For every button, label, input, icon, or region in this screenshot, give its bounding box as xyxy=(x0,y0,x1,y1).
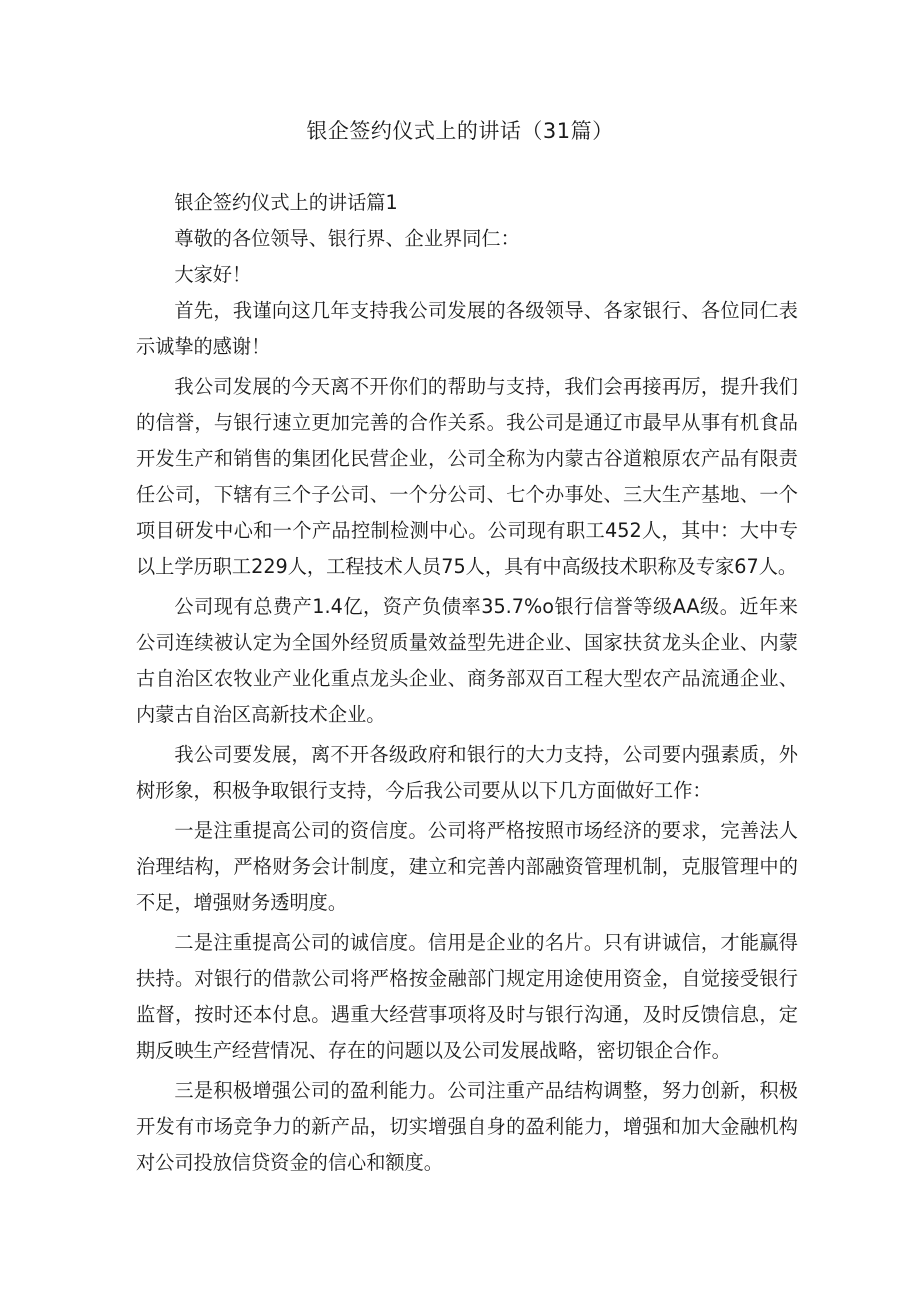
body-paragraph: 首先，我谨向这几年支持我公司发展的各级领导、各家银行、各位同仁表示诚挚的感谢！ xyxy=(136,299,798,358)
body-paragraph: 我公司发展的今天离不开你们的帮助与支持，我们会再接再厉，提升我们的信誉，与银行速立更加完善的合作关系。我公司是通辽市最早从事有机食品开发生产和销售的集团化民营企业，公司全称为内蒙古谷道粮原农产品有限责任公司，下辖有三个子公司、一个分公司、七个办事处、三大生产基地、一个项目研发中心和一个产品控制检测中心。公司现有职工452人，其中：大中专以上学历职工229人，工程技术人员75人，具有中高级技术职称及专家67人。 xyxy=(136,375,798,578)
body-paragraph: 公司现有总费产1.4亿，资产负债率35.7%o银行信誉等级AA级。近年来公司连续被认定为全国外经贸质量效益型先进企业、国家扶贫龙头企业、内蒙古自治区农牧业产业化重点龙头企业、商务部双百工程大型农产品流通企业、内蒙古自治区高新技术企业。 xyxy=(136,595,798,726)
section-heading: 银企签约仪式上的讲话篇1 xyxy=(174,191,398,214)
document-title: 银企签约仪式上的讲话（31篇） xyxy=(306,119,614,143)
body-paragraph: 三是积极增强公司的盈利能力。公司注重产品结构调整，努力创新，积极开发有市场竞争力的新产品，切实增强自身的盈利能力，增强和加大金融机构对公司投放信贷资金的信心和额度。 xyxy=(136,1079,798,1174)
body-paragraph: 二是注重提高公司的诚信度。信用是企业的名片。只有讲诚信，才能赢得扶持。对银行的借款公司将严格按金融部门规定用途使用资金，自觉接受银行监督，按时还本付息。遇重大经营事项将及时与银行沟通，及时反馈信息，定期反映生产经营情况、存在的问题以及公司发展战略，密切银企合作。 xyxy=(136,931,798,1062)
document-body xyxy=(136,185,798,1185)
body-paragraph: 一是注重提高公司的资信度。公司将严格按照市场经济的要求，完善法人治理结构，严格财务会计制度，建立和完善内部融资管理机制，克服管理中的不足，增强财务透明度。 xyxy=(136,819,798,914)
greeting: 大家好！ xyxy=(174,263,252,286)
salutation: 尊敬的各位领导、银行界、企业界同仁： xyxy=(174,227,520,250)
body-paragraph: 我公司要发展，离不开各级政府和银行的大力支持，公司要内强素质，外树形象，积极争取银行支持，今后我公司要从以下几方面做好工作： xyxy=(136,743,798,802)
